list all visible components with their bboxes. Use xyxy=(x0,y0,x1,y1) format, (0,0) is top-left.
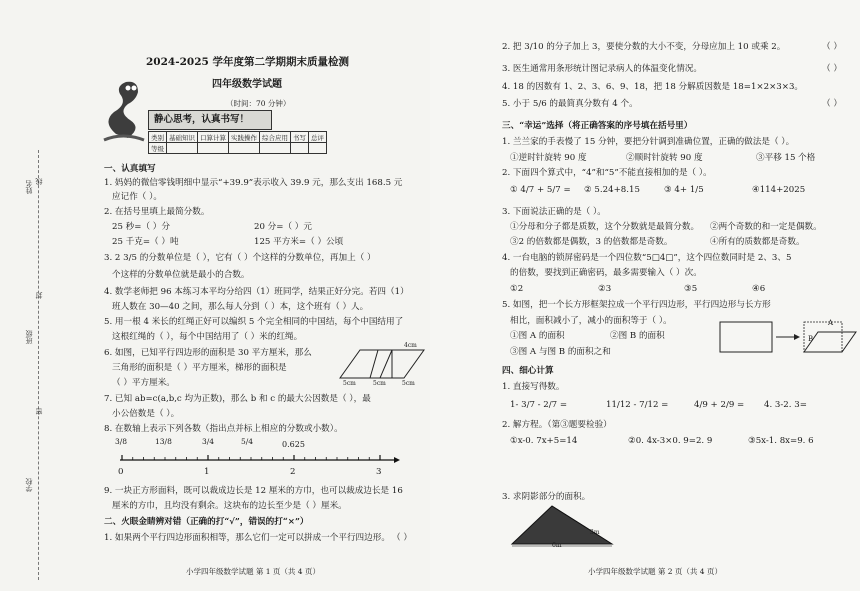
mc1-option: ③平移 15 个格 xyxy=(756,153,816,163)
number-line-mark: 3/8 xyxy=(114,437,128,446)
number-line-tick-label: 2 xyxy=(290,467,296,477)
score-cell[interactable] xyxy=(260,143,291,154)
multiple-choice-4: 4. 一台电脑的锁屏密码是一个四位数“5□4□”，这个四位数同时是 2、3、5 xyxy=(502,253,792,263)
score-cell[interactable] xyxy=(291,143,309,154)
score-table xyxy=(148,131,327,154)
side-label-school: 学校 xyxy=(25,478,33,492)
question-3-line2: 个这样的分数单位就是最小的合数。 xyxy=(112,270,250,280)
section-4-heading: 四、细心计算 xyxy=(502,366,554,376)
question-5: 5. 用一根 4 米长的红绳正好可以编织 5 个完全相同的中国结，每个中国结用了 xyxy=(104,317,404,327)
score-header: 总评 xyxy=(309,132,327,143)
question-8: 8. 在数轴上表示下列各数（指出点并标上相应的分数或小数）。 xyxy=(104,424,343,434)
question-6: 6. 如图，已知平行四边形的面积是 30 平方厘米，那么 xyxy=(104,348,312,358)
multiple-choice-5-line2: 相比，面积减小了，减小的面积等于（ ）。 xyxy=(510,316,672,326)
score-header: 基础知识 xyxy=(167,132,198,143)
calc-1-heading: 1. 直接写得数。 xyxy=(502,382,565,392)
mc4-option: ③5 xyxy=(684,284,698,294)
section-3-heading: 三、“幸运”选择（将正确答案的序号填在括号里） xyxy=(502,121,693,131)
score-cell[interactable] xyxy=(167,143,198,154)
calc-1-item: 4. 3-2. 3= xyxy=(764,400,807,410)
number-line xyxy=(112,452,402,468)
question-2: 2. 在括号里填上最简分数。 xyxy=(104,207,210,217)
score-row-label: 等级 xyxy=(149,143,167,154)
shaded-triangle-figure xyxy=(508,502,618,550)
calc-2-item: ②0. 4x-3×0. 9=2. 9 xyxy=(628,436,713,446)
section-2-heading: 二、火眼金睛辨对错（正确的打“√”，错误的打“×”） xyxy=(104,517,309,527)
answer-paren[interactable]: （ ） xyxy=(822,42,842,52)
multiple-choice-2: 2. 下面四个算式中，“4”和“5”不能直接相加的是（ ）。 xyxy=(502,168,712,178)
answer-paren[interactable]: （ ） xyxy=(822,99,842,109)
multiple-choice-3: 3. 下面说法正确的是（ ）。 xyxy=(502,207,606,217)
mc2-option: ① 4/7 + 5/7 = xyxy=(510,185,571,195)
question-2-r2a: 25 千克=（ ）吨 xyxy=(112,237,179,247)
question-7: 7. 已知 ab=c(a,b,c 均为正数)，那么 b 和 c 的最大公因数是（ ），最 xyxy=(104,394,371,404)
page-footer: 小学四年级数学试题 第 1 页（共 4 页） xyxy=(186,567,320,576)
section-1-heading: 一、认真填写 xyxy=(104,164,156,174)
mc3-option: ④所有的质数都是奇数。 xyxy=(710,237,805,247)
calc-3-heading: 3. 求阴影部分的面积。 xyxy=(502,492,591,502)
mc1-option: ①逆时针旋转 90 度 xyxy=(510,153,587,163)
score-cell[interactable] xyxy=(309,143,327,154)
figure-label-b: B xyxy=(808,335,814,343)
multiple-choice-4-line2: 的倍数，要找到正确密码，最多需要输入（ ）次。 xyxy=(510,268,702,278)
mc2-option: ③ 4+ 1/5 xyxy=(664,185,704,195)
figure-label-height: 3m xyxy=(590,529,600,536)
calc-2-heading: 2. 解方程。（第③题要检验） xyxy=(502,420,612,430)
mc1-option: ②顺时针旋转 90 度 xyxy=(626,153,703,163)
calc-1-item: 11/12 - 7/12 = xyxy=(606,400,669,410)
answer-paren[interactable]: （ ） xyxy=(392,533,412,543)
mc4-option: ④6 xyxy=(752,284,766,294)
true-false-4: 4. 18 的因数有 1、2、3、6、9、18，把 18 分解质因数是 18=1×2×3×3。 xyxy=(502,82,804,92)
score-cell[interactable] xyxy=(229,143,260,154)
mc5-option: ②图 B 的面积 xyxy=(610,331,665,341)
calc-1-item: 1- 3/7 - 2/7 = xyxy=(510,400,568,410)
exam-time: （时间：70 分钟） xyxy=(226,99,291,108)
side-label-secret: 密 xyxy=(35,408,43,415)
exam-page-2 xyxy=(430,0,860,591)
question-9-line2: 厘米的方巾，且均没有剩余。这块布的边长至少是（ ）厘米。 xyxy=(112,501,347,511)
number-line-mark: 13/8 xyxy=(155,437,172,446)
figure-label-bottom: 5cm xyxy=(373,380,386,387)
mc5-option: ③图 A 与图 B 的面积之和 xyxy=(510,347,611,357)
true-false-5: 5. 小于 5/6 的最简真分数有 4 个。 xyxy=(502,99,638,109)
question-2-r1b: 20 分=（ ）元 xyxy=(254,222,312,232)
number-line-tick-label: 1 xyxy=(204,467,210,477)
mc3-option: ③2 的倍数都是偶数，3 的倍数都是奇数。 xyxy=(510,237,673,247)
question-2-r2b: 125 平方米=（ ）公顷 xyxy=(254,237,344,247)
mc2-option: ② 5.24+8.15 xyxy=(584,185,640,195)
rectangle-to-parallelogram-figure xyxy=(718,316,858,356)
mc2-option: ④114+2025 xyxy=(752,185,806,195)
score-header: 类别 xyxy=(149,132,167,143)
exam-title: 2024-2025 学年度第二学期期末质量检测 xyxy=(146,56,349,68)
question-4-line2: 班人数在 30—40 之间，那么每人分到（ ）本，这个班有（ ）人。 xyxy=(112,302,369,312)
calc-1-item: 4/9 + 2/9 = xyxy=(694,400,745,410)
figure-label-top: 4cm xyxy=(404,342,417,349)
calc-2-item: ③5x-1. 8x=9. 6 xyxy=(748,436,814,446)
calc-2-item: ①x-0. 7x+5=14 xyxy=(510,436,578,446)
number-line-tick-label: 3 xyxy=(376,467,382,477)
multiple-choice-1: 1. 兰兰家的手表慢了 15 分钟，要把分针调到准确位置，正确的做法是（ ）。 xyxy=(502,137,795,147)
question-1: 1. 妈妈的微信零钱明细中显示“+39.9”表示收入 39.9 元，那么支出 168.5 元 xyxy=(104,178,403,188)
mc4-option: ①2 xyxy=(510,284,524,294)
binding-line xyxy=(38,150,39,580)
side-label-line: 线 xyxy=(35,178,43,185)
mc4-option: ②3 xyxy=(598,284,612,294)
true-false-1: 1. 如果两个平行四边形面积相等，那么它们一定可以拼成一个平行四边形。 xyxy=(104,533,390,543)
true-false-2: 2. 把 3/10 的分子加上 3，要使分数的大小不变，分母应加上 10 或乘 2。 xyxy=(502,42,786,52)
figure-label-bottom: 5cm xyxy=(402,380,415,387)
number-line-mark: 3/4 xyxy=(201,437,215,446)
question-6-line2: 三角形的面积是（ ）平方厘米，梯形的面积是 xyxy=(112,363,287,373)
snake-mascot-icon xyxy=(98,74,148,146)
multiple-choice-5: 5. 如图，把一个长方形框架拉成一个平行四边形，平行四边形与长方形 xyxy=(502,300,771,310)
motto-banner: 静心思考，认真书写！ xyxy=(148,110,272,130)
score-header: 实践操作 xyxy=(229,132,260,143)
mc3-option: ②两个奇数的和一定是偶数。 xyxy=(710,222,822,232)
question-6-line3: （ ）平方厘米。 xyxy=(112,378,175,388)
number-line-mark: 5/4 xyxy=(240,437,254,446)
page-footer: 小学四年级数学试题 第 2 页（共 4 页） xyxy=(588,567,722,576)
mc5-option: ①图 A 的面积 xyxy=(510,331,565,341)
mc3-option: ①分母和分子都是质数，这个分数就是最简分数。 xyxy=(510,222,700,232)
answer-paren[interactable]: （ ） xyxy=(822,64,842,74)
side-label-class: 班级 xyxy=(25,330,33,344)
question-2-r1a: 25 秒=（ ）分 xyxy=(112,222,170,232)
figure-label-a: A xyxy=(828,319,834,327)
question-9: 9. 一块正方形面料，既可以裁成边长是 12 厘米的方巾，也可以裁成边长是 16 xyxy=(104,486,403,496)
score-cell[interactable] xyxy=(198,143,229,154)
question-1-line2: 应记作（ ）。 xyxy=(112,192,162,202)
figure-label-bottom: 5cm xyxy=(343,380,356,387)
side-label-name: 姓名 xyxy=(25,180,33,194)
true-false-3: 3. 医生通常用条形统计图记录病人的体温变化情况。 xyxy=(502,64,702,74)
question-7-line2: 小公倍数是（ ）。 xyxy=(112,409,180,419)
score-header: 口算计算 xyxy=(198,132,229,143)
score-header: 综合应用 xyxy=(260,132,291,143)
question-4: 4. 数学老师把 96 本练习本平均分给四（1）班同学，结果正好分完。若四（1） xyxy=(104,287,409,297)
number-line-mark: 0.625 xyxy=(282,440,305,449)
exam-subtitle: 四年级数学试题 xyxy=(212,79,282,90)
number-line-tick-label: 0 xyxy=(118,467,124,477)
score-header: 书写 xyxy=(291,132,309,143)
question-5-line2: 这根红绳的（ ），每个中国结用了（ ）米的红绳。 xyxy=(112,332,303,342)
question-3: 3. 2 3/5 的分数单位是（ ），它有（ ）个这样的分数单位，再加上（ ） xyxy=(104,253,376,263)
figure-label-width: 6m xyxy=(552,542,562,549)
side-label-seal: 封 xyxy=(35,292,43,299)
